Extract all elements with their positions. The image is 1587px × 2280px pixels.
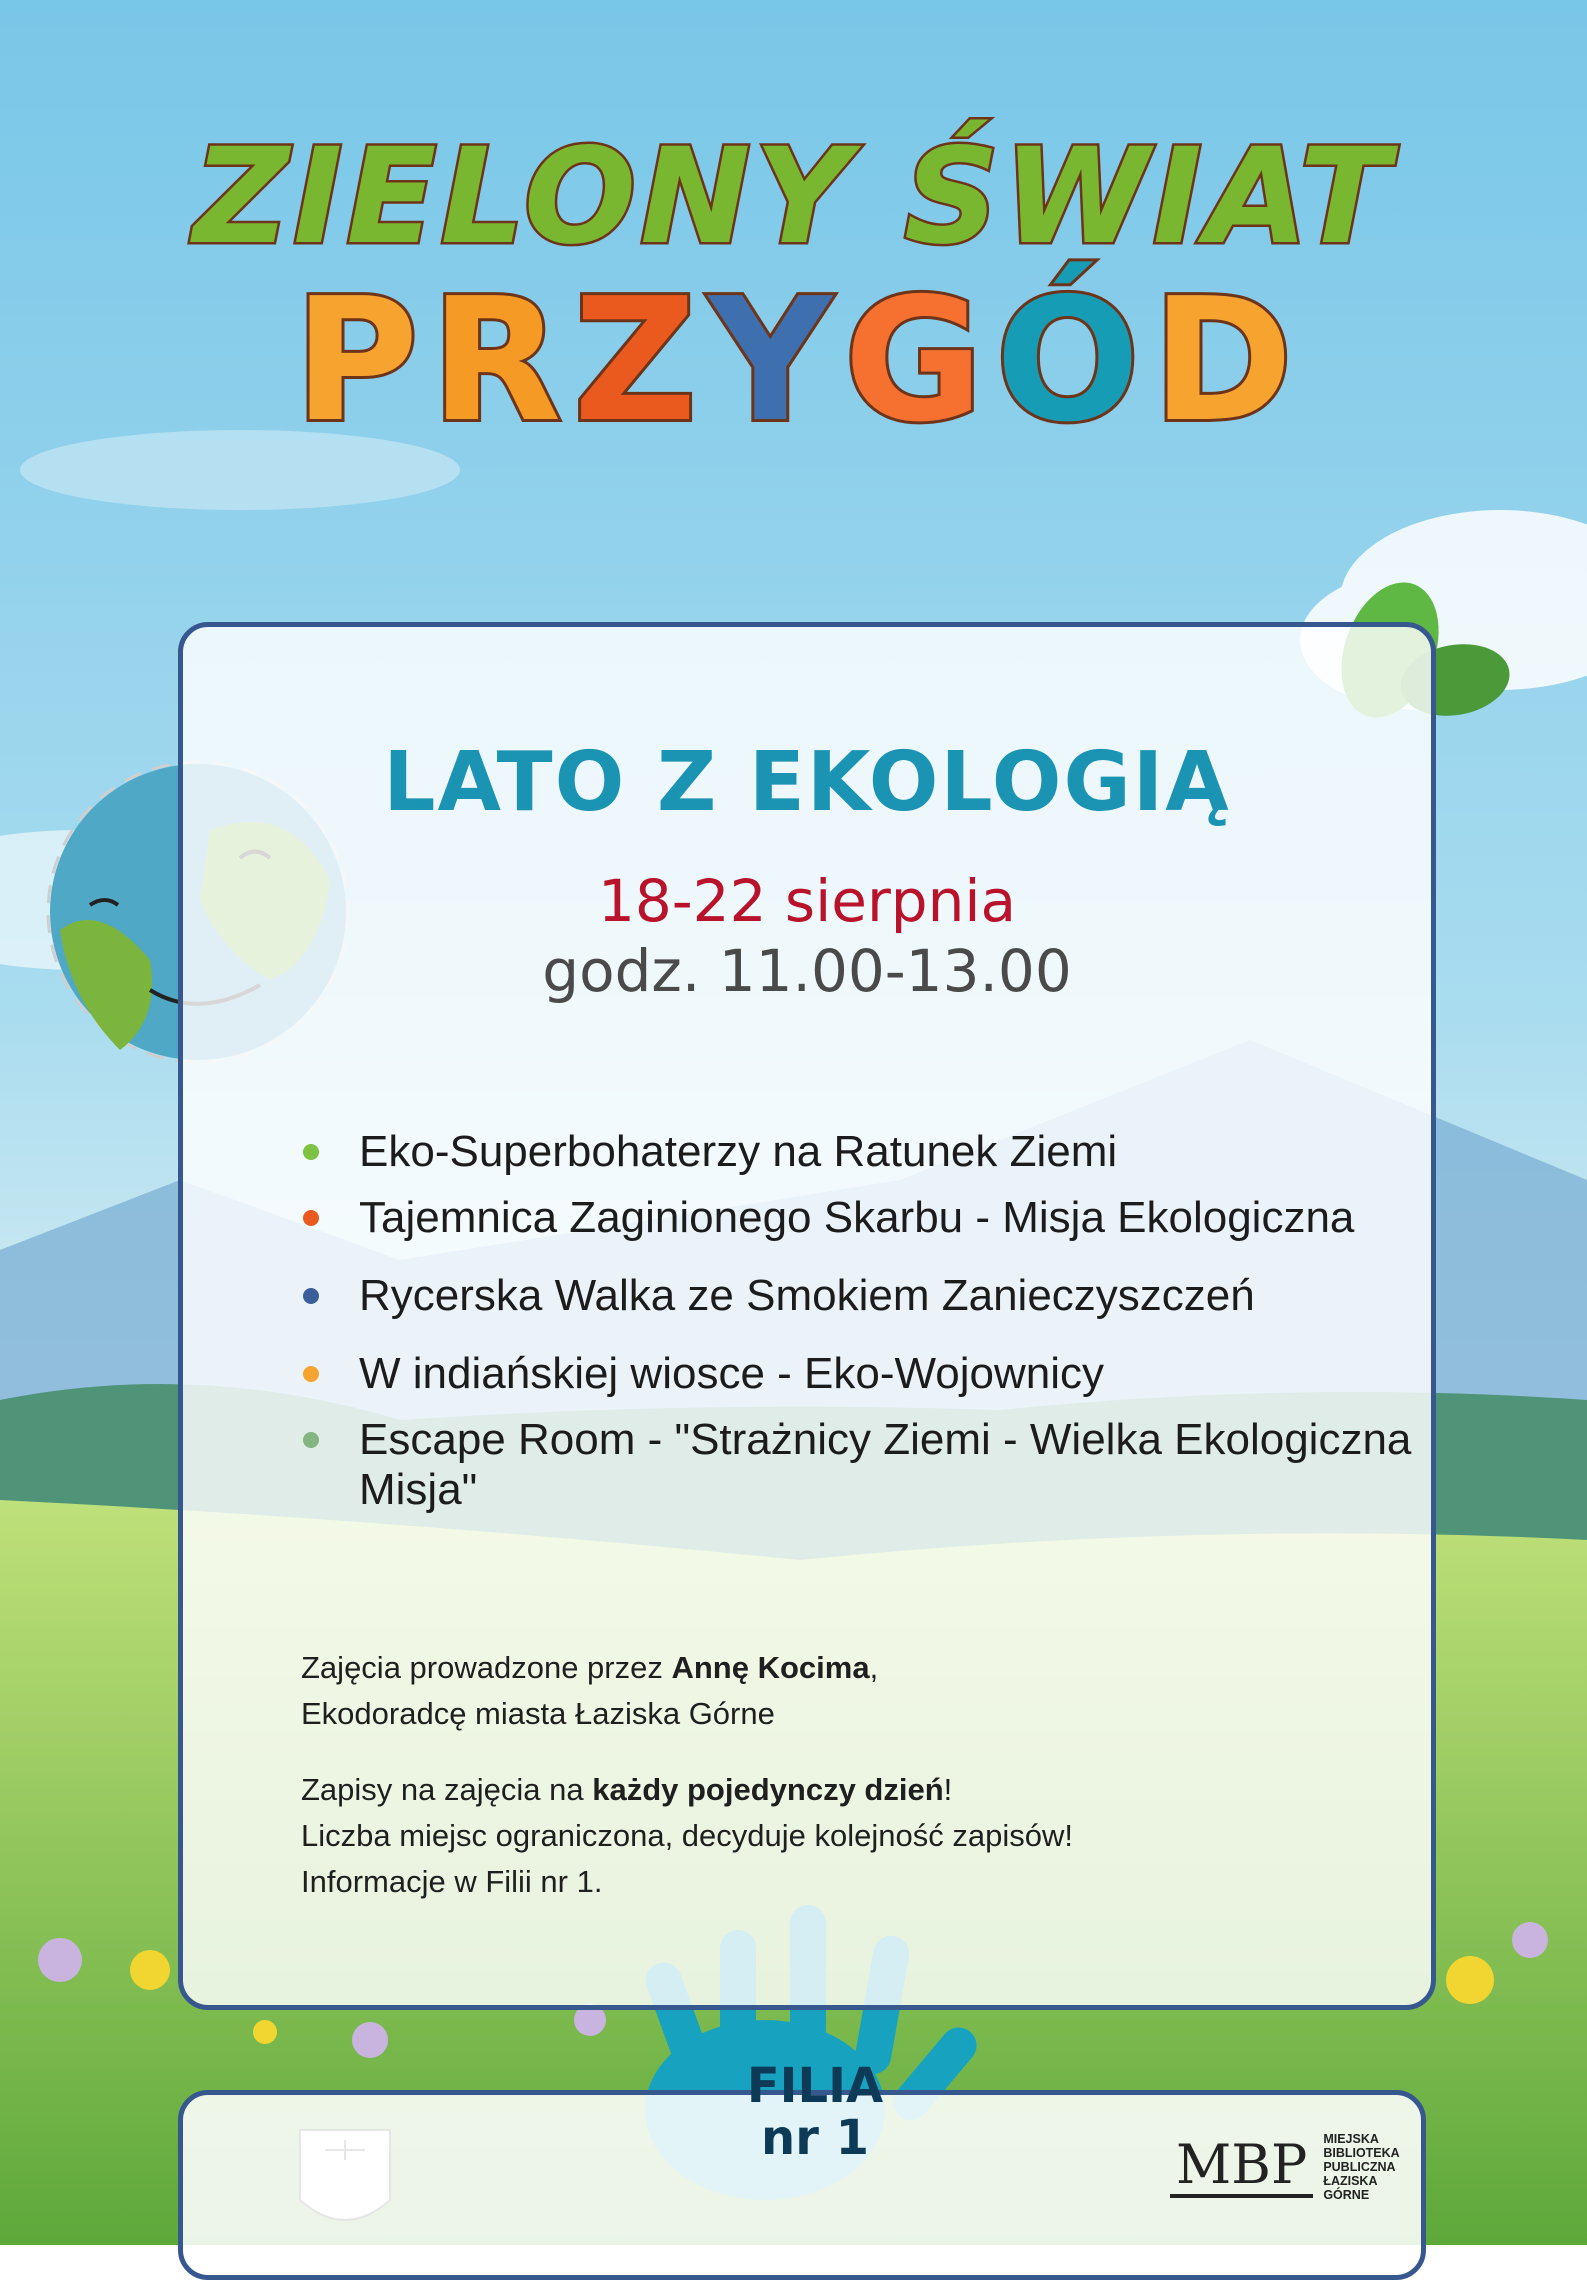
registration-info: [301, 1767, 1073, 1905]
filia-label: [730, 2060, 900, 2164]
bullet-dot: [303, 1366, 319, 1382]
title-letter: Z: [573, 262, 697, 460]
title-line-2: [0, 262, 1587, 460]
title-letter: Y: [708, 262, 832, 460]
list-item: [303, 1271, 1413, 1321]
bullet-dot: [303, 1210, 319, 1226]
instructor-name: Annę Kocima: [671, 1650, 870, 1685]
mbp-text-line: BIBLIOTEKA: [1323, 2146, 1400, 2160]
instructor-suffix: ,: [869, 1650, 879, 1685]
title-letter: Ó: [995, 262, 1140, 460]
mbp-text-line: GÓRNE: [1323, 2188, 1370, 2202]
event-hours: godz. 11.00-13.00: [542, 937, 1072, 1005]
list-item: [303, 1193, 1413, 1243]
activity-text: Tajemnica Zaginionego Skarbu - Misja Ekologiczna: [359, 1193, 1355, 1242]
registration-bold: każdy pojedynczy dzień: [592, 1772, 944, 1807]
activity-text: Rycerska Walka ze Smokiem Zanieczyszczeń: [359, 1271, 1255, 1320]
bullet-dot: [303, 1144, 319, 1160]
mbp-text-line: ŁAZISKA: [1323, 2174, 1378, 2188]
list-item: [303, 1415, 1413, 1515]
list-item: [303, 1349, 1413, 1399]
title-letter: R: [430, 262, 562, 460]
mbp-mark: MBP: [1170, 2136, 1313, 2198]
list-item: [303, 1127, 1413, 1177]
bullet-dot: [303, 1288, 319, 1304]
activity-text: Escape Room - "Strażnicy Ziemi - Wielka Ekologiczna Misja": [359, 1415, 1412, 1514]
title-letter: P: [293, 262, 419, 460]
mbp-text: [1323, 2132, 1413, 2202]
subtitle: LATO Z EKOLOGIĄ: [383, 735, 1231, 830]
registration-limit: Liczba miejsc ograniczona, decyduje kolejność zapisów!: [301, 1818, 1073, 1853]
filia-line-2: nr 1: [761, 2110, 869, 2166]
activity-list: [303, 1127, 1413, 1531]
event-dates: 18-22 sierpnia: [597, 867, 1017, 935]
bullet-dot: [303, 1432, 319, 1448]
title-line-1: [0, 120, 1587, 274]
title-zielony-swiat: ZIELONY ŚWIAT: [193, 120, 1394, 274]
title-letter: G: [843, 262, 984, 460]
registration-prefix: Zapisy na zajęcia na: [301, 1772, 593, 1807]
instructor-role: Ekodoradcę miasta Łaziska Górne: [301, 1696, 775, 1731]
title-letter: D: [1151, 262, 1294, 460]
event-card: [178, 622, 1436, 2010]
activity-text: Eko-Superbohaterzy na Ratunek Ziemi: [359, 1127, 1118, 1176]
mbp-text-line: PUBLICZNA: [1323, 2160, 1396, 2174]
instructor-info: [301, 1645, 878, 1737]
filia-line-1: FILIA: [746, 2058, 884, 2114]
registration-location: Informacje w Filii nr 1.: [301, 1864, 603, 1899]
mbp-text-line: MIEJSKA: [1323, 2132, 1379, 2146]
instructor-prefix: Zajęcia prowadzone przez: [301, 1650, 672, 1685]
mbp-logo: [1170, 2132, 1413, 2202]
registration-suffix: !: [943, 1772, 953, 1807]
activity-text: W indiańskiej wiosce - Eko-Wojownicy: [359, 1349, 1104, 1398]
